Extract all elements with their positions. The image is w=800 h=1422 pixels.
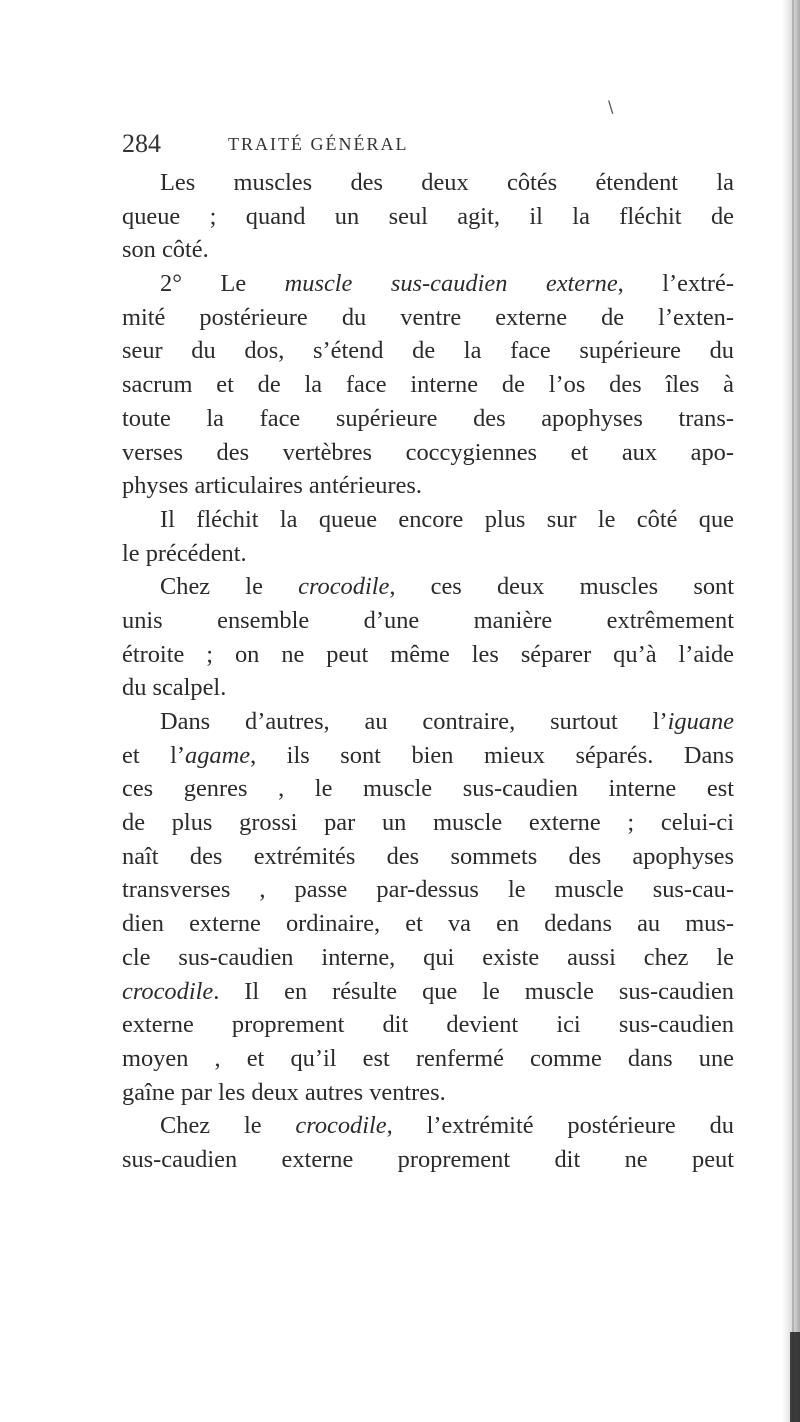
text-line — [122, 705, 734, 739]
page-header — [122, 129, 562, 165]
stray-mark: \ — [608, 97, 614, 116]
text-line — [122, 1008, 734, 1042]
text-fragment: crocodile — [298, 573, 390, 601]
text-fragment: étroite ; on ne peut même les séparer qu’à l’aide — [122, 640, 734, 668]
page-edge-line — [792, 0, 794, 1422]
page-corner-shadow — [790, 1332, 800, 1422]
text-fragment: mité postérieure du ventre externe de l’exten- — [122, 303, 734, 331]
page-edge-shadow — [782, 0, 800, 1422]
text-fragment: unis ensemble d’une manière extrêmement — [122, 606, 734, 634]
text-fragment: cle sus-caudien interne, qui existe aussi chez le — [122, 943, 734, 971]
text-fragment: externe proprement dit devient ici sus-caudien — [122, 1011, 734, 1039]
text-line — [122, 671, 734, 705]
text-fragment: , l’extré- — [617, 270, 734, 298]
text-fragment: crocodile — [295, 1112, 387, 1140]
text-line — [122, 975, 734, 1009]
text-fragment: transverses , passe par-dessus le muscle sus-cau- — [122, 876, 734, 904]
text-fragment: naît des extrémités des sommets des apophyses — [122, 842, 734, 870]
text-fragment: agame — [185, 741, 251, 769]
text-fragment: Chez le — [160, 1112, 296, 1140]
text-fragment: moyen , et qu’il est renfermé comme dans une — [122, 1044, 734, 1072]
text-fragment: 2° Le — [160, 270, 285, 298]
text-line — [122, 537, 734, 571]
text-line — [122, 200, 734, 234]
text-fragment: , l’extrémité postérieure du — [386, 1112, 734, 1140]
body-text — [122, 166, 734, 1177]
text-line — [122, 739, 734, 773]
text-fragment: sus-caudien externe proprement dit ne peut — [122, 1145, 734, 1173]
text-line — [122, 233, 734, 267]
text-line — [122, 604, 734, 638]
text-fragment: , ils sont bien mieux séparés. Dans — [250, 741, 734, 769]
text-line — [122, 1143, 734, 1177]
text-fragment: ces genres , le muscle sus-caudien interne est — [122, 775, 734, 803]
text-line — [122, 840, 734, 874]
text-fragment: Dans d’autres, au contraire, surtout l’ — [160, 708, 668, 735]
text-line — [122, 638, 734, 672]
text-line — [122, 503, 734, 537]
text-fragment: et l’ — [122, 741, 186, 769]
text-fragment: crocodile — [122, 977, 214, 1005]
text-line — [122, 570, 734, 604]
text-line — [122, 301, 734, 335]
text-fragment: muscle sus-caudien externe — [284, 270, 618, 298]
text-line — [122, 772, 734, 806]
text-line — [122, 1042, 734, 1076]
running-head: TRAITÉ GÉNÉRAL — [228, 134, 409, 154]
text-fragment: queue ; quand un seul agit, il la fléchit de — [122, 202, 734, 230]
text-fragment: seur du dos, s’étend de la face supérieure du — [122, 337, 734, 365]
text-fragment: . Il en résulte que le muscle sus-caudien — [213, 977, 734, 1005]
text-line — [122, 941, 734, 975]
text-fragment: Les muscles des deux côtés étendent la — [160, 169, 734, 196]
text-line — [122, 436, 734, 470]
text-fragment: sacrum et de la face interne de l’os des îles à — [122, 371, 734, 399]
text-line — [122, 806, 734, 840]
text-line — [122, 402, 734, 436]
text-line — [122, 873, 734, 907]
text-line — [122, 267, 734, 301]
text-line — [122, 368, 734, 402]
text-fragment: verses des vertèbres coccygiennes et aux apo- — [122, 438, 734, 466]
text-line — [122, 1076, 734, 1110]
text-fragment: le précédent. — [122, 539, 247, 567]
text-fragment: de plus grossi par un muscle externe ; celui-ci — [122, 809, 734, 837]
text-fragment: Il fléchit la queue encore plus sur le côté que — [160, 505, 734, 533]
text-fragment: physes articulaires antérieures. — [122, 472, 423, 500]
text-fragment: du scalpel. — [122, 674, 227, 702]
text-line — [122, 469, 734, 503]
text-fragment: , ces deux muscles sont — [389, 573, 735, 601]
text-fragment: gaîne par les deux autres ventres. — [122, 1078, 446, 1106]
text-line — [122, 1109, 734, 1143]
text-fragment: son côté. — [122, 236, 209, 264]
text-line — [122, 166, 734, 200]
text-fragment: dien externe ordinaire, et va en dedans au mus- — [122, 910, 734, 938]
text-line — [122, 334, 734, 368]
text-fragment: toute la face supérieure des apophyses trans- — [122, 404, 734, 432]
text-line — [122, 907, 734, 941]
page-number: 284 — [122, 129, 161, 158]
text-fragment: iguane — [667, 708, 734, 735]
text-fragment: Chez le — [160, 573, 299, 601]
